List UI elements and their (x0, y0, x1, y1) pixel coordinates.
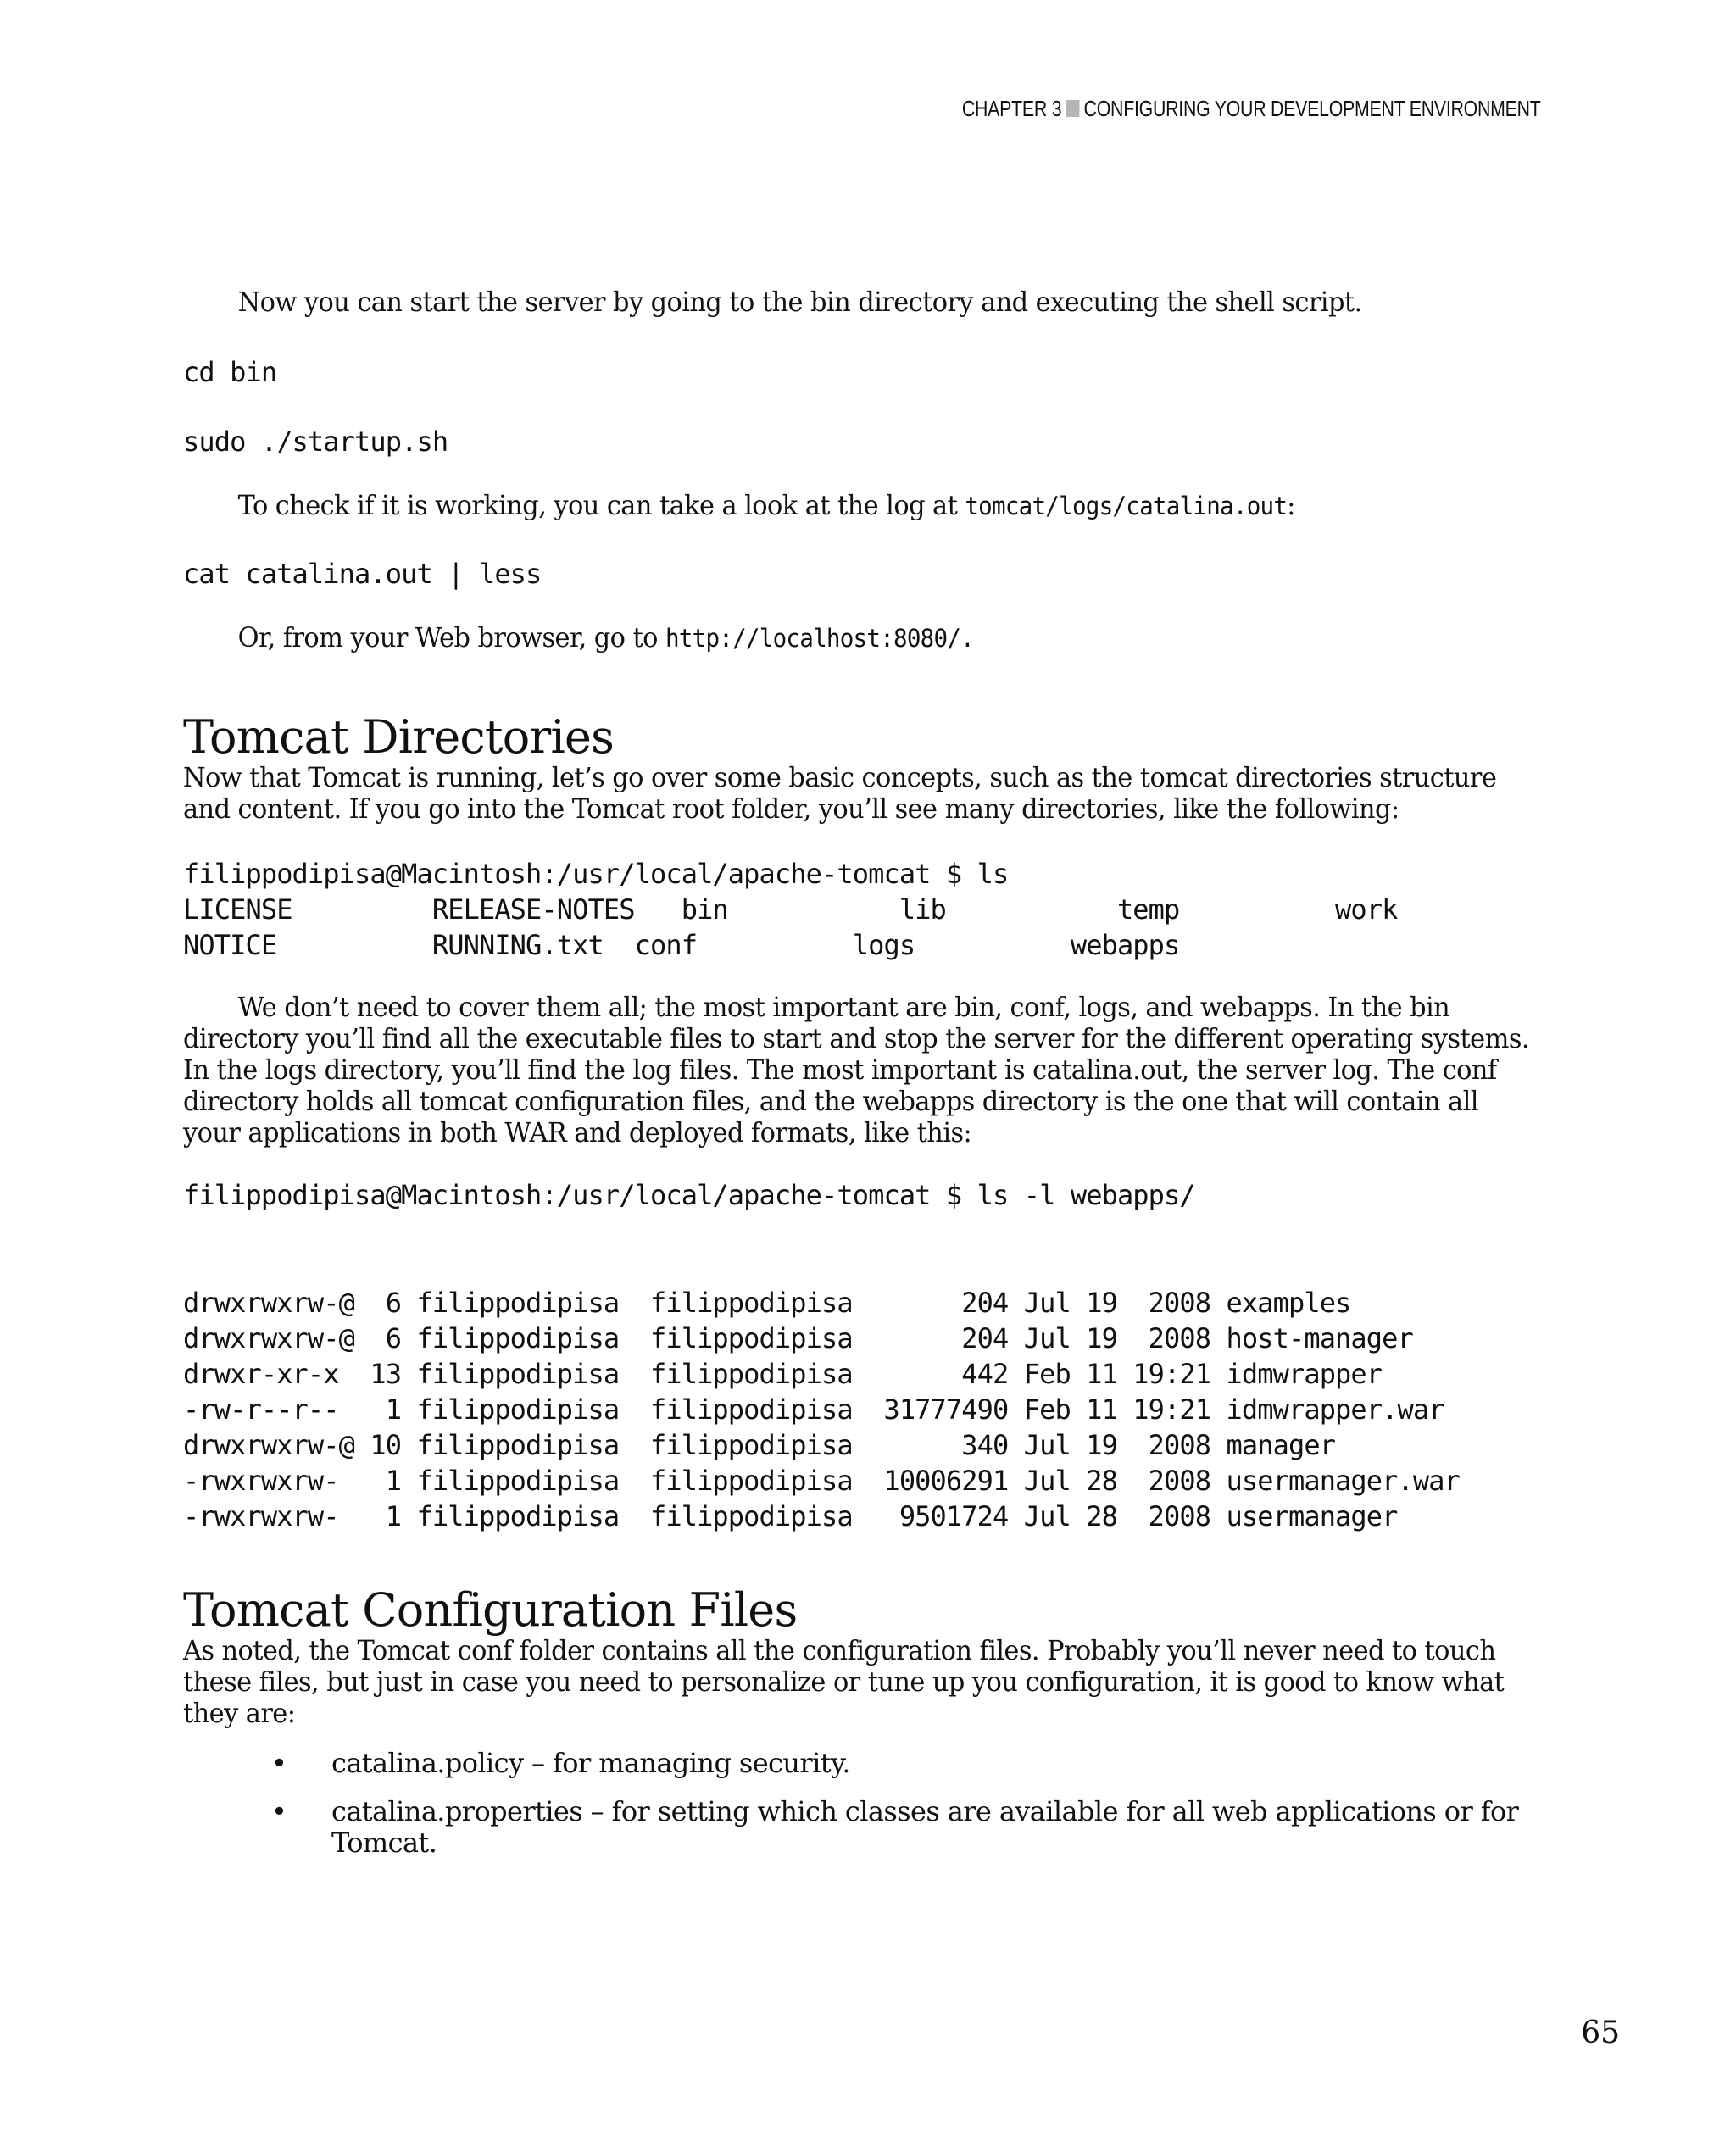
code-cat-log: cat catalina.out | less (183, 558, 542, 590)
page-number: 65 (1581, 2016, 1620, 2050)
chapter-title: CONFIGURING YOUR DEVELOPMENT ENVIRONMENT (1083, 96, 1541, 121)
list-item (183, 1796, 1586, 1859)
webapps-listing: drwxrwxrw-@ 6 filippodipisa filippodipisa 204 Jul 19 2008 examples drwxrwxrw-@ 6 filippodipisa filippodipisa 204 Jul 19 2008 host-manager drwxr-xr-x 13 filippodipisa filippodipisa 442 Feb 11 19:21 idmwrapper -rw-r--r-- 1 filippodipisa filippodipisa 31777490 Feb 11 19:21 idmwrapper.war drwxrwxrw-@ 10 filippodipisa filippodipisa 340 Jul 19 2008 manager -rwxrwxrw- 1 filippodipisa filippodipisa 10006291 Jul 28 2008 usermanager.war -rwxrwxrw- 1 filippodipisa filippodipisa 9501724 Jul 28 2008 usermanager (183, 1287, 1460, 1532)
list-item (183, 1748, 1586, 1779)
chapter-label: CHAPTER 3 (962, 96, 1062, 121)
check-paragraph (183, 490, 1539, 522)
bullet-icon: • (271, 1747, 287, 1779)
intro-paragraph: Now you can start the server by going to the bin directory and executing the shell script. (237, 286, 1362, 318)
log-path-code: tomcat/logs/catalina.out (965, 492, 1288, 520)
config-intro-paragraph: As noted, the Tomcat conf folder contains all the configuration files. Probably you’ll never need to touch these files, but just in case you need to personalize or tune up you configuration, it is good to know what they are: (183, 1634, 1505, 1729)
check-colon: : (1287, 489, 1295, 521)
check-text: To check if it is working, you can take a look at the log at (237, 489, 965, 521)
localhost-url-code: http://localhost:8080/. (665, 624, 974, 653)
directories-explanation-paragraph: We don’t need to cover them all; the most important are bin, conf, logs, and webapps. In the bin directory you’ll find all the executable files to start and stop the server for the different operating systems. In the logs directory, you’ll find the log files. The most important is catalina.out, the server log. The conf directory holds all tomcat configuration files, and the webapps directory is the one that will contain all your applications in both WAR and deployed formats, like this: (183, 991, 1529, 1148)
section-heading-configuration-files: Tomcat Configuration Files (183, 1583, 798, 1637)
browser-paragraph (183, 622, 1539, 654)
code-startup: sudo ./startup.sh (183, 425, 448, 458)
bullet-icon: • (271, 1795, 287, 1827)
running-head (962, 96, 1541, 122)
browser-text: Or, from your Web browser, go to (237, 621, 665, 653)
directories-intro-paragraph: Now that Tomcat is running, let’s go over some basic concepts, such as the tomcat directories structure and content. If you go into the Tomcat root folder, you’ll see many directories, like the following: (183, 761, 1497, 825)
separator-square-icon (1066, 100, 1080, 117)
code-cd-bin: cd bin (183, 356, 277, 388)
list-item-text: catalina.policy – for managing security. (331, 1747, 850, 1779)
list-item-text: catalina.properties – for setting which classes are available for all web applications or for Tomcat. (331, 1795, 1519, 1859)
ls-listing: filippodipisa@Macintosh:/usr/local/apache-tomcat $ ls LICENSE RELEASE-NOTES bin lib temp work NOTICE RUNNING.txt conf logs webapps (183, 858, 1398, 961)
config-files-list (183, 1748, 1539, 1876)
section-heading-tomcat-directories: Tomcat Directories (183, 710, 614, 764)
ls-webapps-command: filippodipisa@Macintosh:/usr/local/apache-tomcat $ ls -l webapps/ (183, 1179, 1195, 1211)
